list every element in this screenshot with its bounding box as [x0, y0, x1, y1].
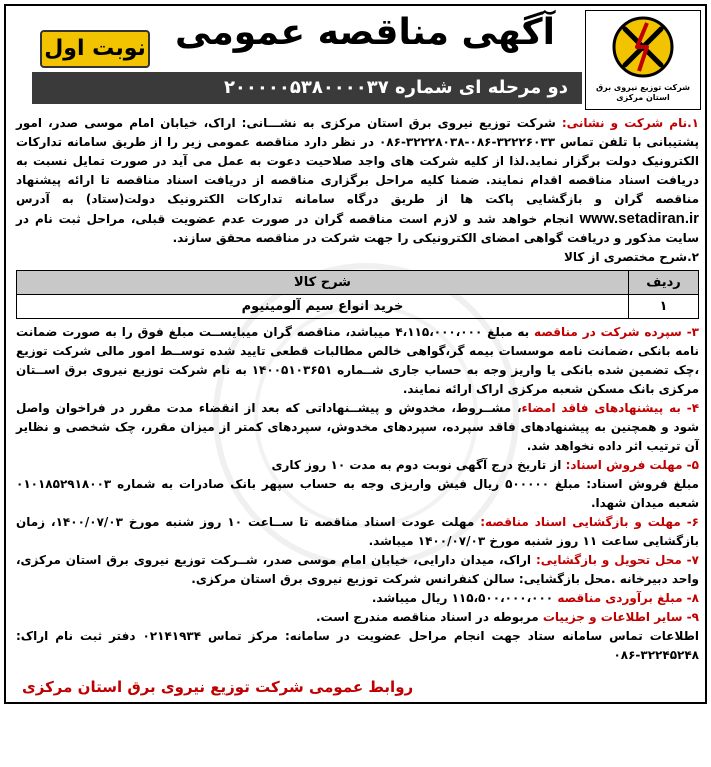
- page-title: آگهی مناقصه عمومی: [175, 12, 555, 53]
- section-1-text: شرکت توزیع نیروی برق استان مرکزی به نشـــانی: اراک، خیابان امام موسی صدر، امور پشتیبانی با تلفن تماس ۳۲۲۲۶۰۳۳-۰۸۶-۳۲۲۲۸۰۳۸-۰۸۶ در نظر دارد مناقصه عمومی زیر را از طریق سامانه تدارکات الکترونیک دولت برگزار نماید.لذا از کلیه شرکت های واجد صلاحیت دعوت به عمل می آید در صورت تمایل نسبت به دریافت اسناد مناقصه اقدام نمایند. ضمنا کلیه مراحل برگزاری مناقصه از دریافت اسناد مناقصه تا ارائه پیشنهاد مناقصه گران و بازگشایی پاکت ها از طریق درگاه سامانه تدارکات الکترونیک دولت(ستاد) به آدرس: [16, 116, 699, 206]
- round-badge: نوبت اول: [40, 30, 150, 68]
- section-6: [16, 513, 699, 551]
- section-5-text: از تاریخ درج آگهی نوبت دوم به مدت ۱۰ روز کاری: [271, 458, 566, 472]
- section-5-label: ۵- مهلت فروش اسناد:: [565, 458, 699, 472]
- section-3-text: به مبلغ ۴،۱۱۵،۰۰۰،۰۰۰ میباشد، مناقصه گران میبایســت مبلغ فوق را به صورت ضمانت نامه بانکی ،ضمانت نامه موسسات بیمه گر،گواهی خالص مطالبات قطعی تایید شده توســط امور مالی شرکت توزیع ،چک تضمین شده بانکی یا واریز وجه به حساب جاری شــماره ۱۴۰۰۵۱۰۳۶۵۱ به نام شرکت توزیع نیروی برق اســتان مرکزی بانک مسکن شعبه مرکزی اراک ارائه نمایند.: [16, 325, 699, 396]
- section-3-label: ۳- سپرده شرکت در مناقصه: [534, 325, 699, 339]
- section-1-text-2: انجام خواهد شد و لازم است مناقصه گران در صورت عدم عضویت قبلی، مراحل ثبت نام در سایت مذکور و دریافت گواهی امضای الکترونیکی را جهت شرکت در مناقصه محقق سازند.: [16, 212, 699, 245]
- logo-caption-line-2: استان مرکزی: [616, 93, 670, 102]
- header: [6, 6, 705, 116]
- column-header-sharh: شرح کالا: [17, 271, 629, 295]
- section-8-label: ۸- مبلغ برآوردی مناقصه: [557, 591, 699, 605]
- section-5: [16, 456, 699, 475]
- setad-website-link[interactable]: www.setadiran.ir: [579, 210, 699, 227]
- section-2: [16, 248, 699, 267]
- section-9-text: مربوطه در اسناد مناقصه مندرج است.: [315, 610, 543, 624]
- logo-caption-line-1: شرکت توزیع نیروی برق: [595, 83, 691, 92]
- section-1: [16, 114, 699, 248]
- section-4-label: ۴- به پیشنهادهای فاقد امضاء: [521, 401, 700, 415]
- section-9: [16, 608, 699, 627]
- contact-info: [16, 627, 699, 665]
- section-9-label: ۹- سایر اطلاعات و جزییات: [542, 610, 699, 624]
- public-relations-signature: روابط عمومی شرکت توزیع نیروی برق استان مرکزی: [22, 678, 414, 696]
- section-5-fee: [16, 475, 699, 513]
- section-8: [16, 589, 699, 608]
- goods-table: [16, 270, 699, 319]
- section-7-text: اراک، میدان دارایی، خیابان امام موسی صدر، شــرکت توزیع نیروی برق استان مرکزی، واحد دبیرخانه .محل بازگشایی: سالن کنفرانس شرکت توزیع نیروی برق استان مرکزی.: [16, 553, 699, 586]
- section-4: [16, 399, 699, 456]
- goods-table-header: [17, 271, 699, 295]
- contact-info-text: اطلاعات تماس سامانه ستاد جهت انجام مراحل عضویت در سامانه: مرکز تماس ۰۲۱۴۱۹۳۴ دفتر ثبت نام اراک: ۳۲۲۴۵۲۴۸-۰۸۶: [16, 629, 699, 662]
- table-row: [17, 295, 699, 319]
- section-6-label: ۶- مهلت و بازگشایی اسناد مناقصه:: [480, 515, 699, 529]
- section-5-fee-text: مبلغ فروش اسناد: مبلغ ۵۰۰۰۰۰ ریال فیش واریزی وجه به حساب سپهر بانک صادرات به شماره ۰۱۰۱۸۵۲۹۱۸۰۰۳ شعبه میدان شهدا.: [16, 477, 699, 510]
- section-2-label: ۲.شرح مختصری از کالا: [563, 250, 699, 264]
- company-logo: [585, 10, 701, 110]
- section-6-text: مهلت عودت اسناد مناقصه تا ســاعت ۱۰ روز شنبه مورخ ۱۴۰۰/۰۷/۰۳، زمان بازگشایی ساعت ۱۱ روز شنبه مورخ ۱۴۰۰/۰۷/۰۳ میباشد.: [16, 515, 699, 548]
- section-7-label: ۷- محل تحویل و بازگشایی:: [535, 553, 699, 567]
- notice-body: [16, 114, 699, 665]
- section-3: [16, 323, 699, 399]
- section-8-text: ۱۱۵،۵۰۰،۰۰۰،۰۰۰ ریال میباشد.: [371, 591, 558, 605]
- table-cell-radif: ۱: [629, 295, 699, 319]
- table-cell-sharh: خرید انواع سیم آلومینیوم: [17, 295, 629, 319]
- section-1-label: ۱.نام شرکت و نشانی:: [561, 116, 699, 130]
- column-header-radif: ردیف: [629, 271, 699, 295]
- tender-number-bar: دو مرحله ای شماره ۲۰۰۰۰۰۵۳۸۰۰۰۰۳۷: [32, 72, 582, 104]
- section-7: [16, 551, 699, 589]
- notice-frame: [4, 4, 707, 704]
- section-4-text: ، مشــروط، مخدوش و پیشــنهاداتی که بعد از انقضاء مدت مقرر در فراخوان واصل شود و همچنین به پیشنهادهای فاقد سپرده، سپردهای مخدوش، سپردهای کمتر از میزان مقرر، چک شخصی و نظایر آن ترتیب اثر داده نخواهد شد.: [16, 401, 699, 453]
- electricity-logo-icon: [611, 15, 675, 79]
